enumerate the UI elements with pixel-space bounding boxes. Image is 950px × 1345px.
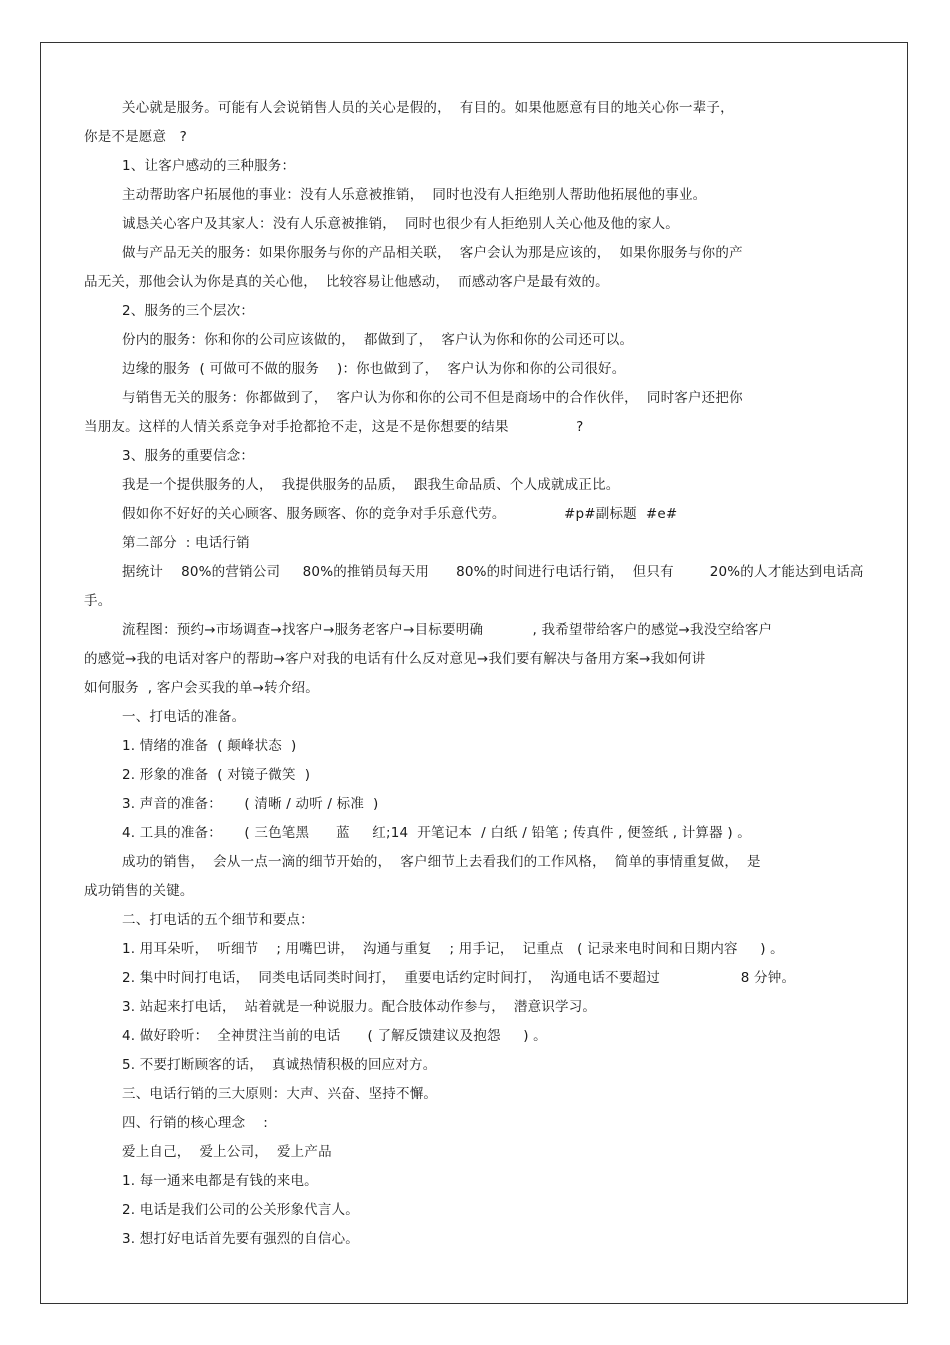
section-heading: 2、服务的三个层次： <box>122 303 255 319</box>
paragraph-line: 的感觉→我的电话对客户的帮助→客户对我的电话有什么反对意见→我们要有解决与备用方案→我如何讲 <box>84 651 706 667</box>
paragraph-line: 手。 <box>84 593 112 609</box>
list-item: 1. 用耳朵听， 听细节 ; 用嘴巴讲， 沟通与重复 ; 用手记， 记重点 ( 记录来电时间和日期内容 ) 。 <box>122 941 784 957</box>
paragraph-line: 关心就是服务。可能有人会说销售人员的关心是假的， 有目的。如果他愿意有目的地关心你一辈子， <box>122 100 734 116</box>
section-heading: 三、电话行销的三大原则：大声、兴奋、坚持不懈。 <box>122 1086 438 1102</box>
paragraph-line: 做与产品无关的服务：如果你服务与你的产品相关联， 客户会认为那是应该的， 如果你服务与你的产 <box>122 245 743 261</box>
list-item: 3. 站起来打电话， 站着就是一种说服力。配合肢体动作参与， 潜意识学习。 <box>122 999 597 1015</box>
paragraph-line: 当朋友。这样的人情关系竞争对手抢都抢不走，这是不是你想要的结果 ? <box>84 419 584 435</box>
list-item: 1. 每一通来电都是有钱的来电。 <box>122 1173 318 1189</box>
paragraph-line: 我是一个提供服务的人， 我提供服务的品质， 跟我生命品质、个人成就成正比。 <box>122 477 620 493</box>
paragraph-line: 成功销售的关键。 <box>84 883 194 899</box>
section-heading: 3、服务的重要信念： <box>122 448 255 464</box>
paragraph-line: 与销售无关的服务：你都做到了， 客户认为你和你的公司不但是商场中的合作伙伴， 同时客户还把你 <box>122 390 743 406</box>
list-item: 3. 想打好电话首先要有强烈的自信心。 <box>122 1231 359 1247</box>
section-heading: 二、打电话的五个细节和要点： <box>122 912 314 928</box>
paragraph-line: 成功的销售， 会从一点一滴的细节开始的， 客户细节上去看我们的工作风格， 简单的事情重复做， 是 <box>122 854 761 870</box>
section-heading: 四、行销的核心理念 : <box>122 1115 269 1131</box>
paragraph-line: 份内的服务：你和你的公司应该做的， 都做到了， 客户认为你和你的公司还可以。 <box>122 332 634 348</box>
list-item: 2. 形象的准备 ( 对镜子微笑 ) <box>122 767 311 783</box>
list-item: 3. 声音的准备： ( 清晰 / 动听 / 标准 ) <box>122 796 379 812</box>
part-heading: 第二部分 : 电话行销 <box>122 535 250 551</box>
paragraph-line: 边缘的服务 ( 可做可不做的服务 )：你也做到了， 客户认为你和你的公司很好。 <box>122 361 626 377</box>
list-item: 1. 情绪的准备 ( 颠峰状态 ) <box>122 738 297 754</box>
paragraph-line: 据统计 80%的营销公司 80%的推销员每天用 80%的时间进行电话行销， 但只有 20%的人才能达到电话高 <box>122 564 864 580</box>
paragraph-line: 品无关，那他会认为你是真的关心他， 比较容易让他感动， 而感动客户是最有效的。 <box>84 274 609 290</box>
list-item: 5. 不要打断顾客的话， 真诚热情积极的回应对方。 <box>122 1057 437 1073</box>
list-item: 2. 集中时间打电话， 同类电话同类时间打， 重要电话约定时间打， 沟通电话不要超过 8 分钟。 <box>122 970 796 986</box>
paragraph-line: 如何服务 , 客户会买我的单→转介绍。 <box>84 680 319 696</box>
paragraph-line: 爱上自己， 爱上公司， 爱上产品 <box>122 1144 332 1160</box>
paragraph-line: 主动帮助客户拓展他的事业：没有人乐意被推销， 同时也没有人拒绝别人帮助他拓展他的事业。 <box>122 187 707 203</box>
paragraph-line: 诚恳关心客户及其家人：没有人乐意被推销， 同时也很少有人拒绝别人关心他及他的家人。 <box>122 216 679 232</box>
section-heading: 1、让客户感动的三种服务： <box>122 158 296 174</box>
paragraph-line: 流程图：预约→市场调查→找客户→服务老客户→目标要明确 , 我希望带给客户的感觉→我没空给客户 <box>122 622 773 638</box>
list-item: 2. 电话是我们公司的公关形象代言人。 <box>122 1202 359 1218</box>
paragraph-line: 你是不是愿意 ? <box>84 129 188 145</box>
paragraph-line: 假如你不好好的关心顾客、服务顾客、你的竞争对手乐意代劳。 #p#副标题 #e# <box>122 506 678 522</box>
section-heading: 一、打电话的准备。 <box>122 709 246 725</box>
list-item: 4. 工具的准备： ( 三色笔黑 蓝 红;14 开笔记本 / 白纸 / 铅笔 ; 传真件 , 便签纸 , 计算器 ) 。 <box>122 825 751 841</box>
list-item: 4. 做好聆听： 全神贯注当前的电话 ( 了解反馈建议及抱怨 ) 。 <box>122 1028 547 1044</box>
